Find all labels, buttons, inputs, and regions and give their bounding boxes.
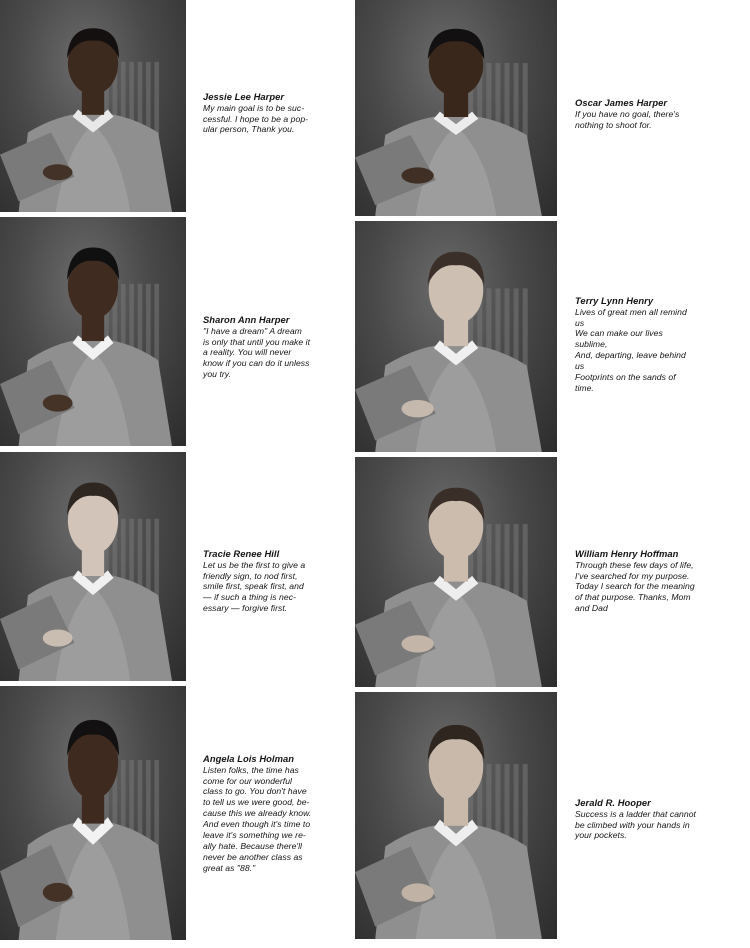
student-quote: Lives of great men all remind us We can make our lives sublime, And, departing, leave behind us Footprints on the sands of time. bbox=[575, 306, 687, 393]
portrait-photo bbox=[0, 686, 186, 940]
student-name: Angela Lois Holman bbox=[203, 753, 295, 764]
hand bbox=[401, 883, 433, 902]
student-quote: Through these few days of life, I've searched for my purpose. Today I search for the meaning of that purpose. Thanks, Mom and Dad bbox=[575, 559, 695, 614]
student-quote: Listen folks, the time has come for our wonderful class to go. You don't have to tell us we were good, be- cause this we already know. And even though it's time to leave it's something we re- ally hate. Because there'll never be another class as great as "88." bbox=[203, 764, 312, 873]
student-caption bbox=[575, 797, 745, 841]
portrait-drawing bbox=[355, 221, 557, 452]
student-caption bbox=[203, 314, 353, 380]
portrait-photo bbox=[355, 692, 557, 939]
hand bbox=[401, 635, 433, 652]
portrait-photo bbox=[355, 0, 557, 216]
student-quote: Let us be the first to give a friendly sign, to nod first, smile first, speak first, and — if such a thing is nec- essary — forgive first. bbox=[203, 559, 306, 614]
student-quote: If you have no goal, there's nothing to shoot for. bbox=[575, 108, 680, 130]
student-quote: My main goal is to be suc- cessful. I hope to be a pop- ular person, Thank you. bbox=[203, 102, 309, 135]
portrait-drawing bbox=[0, 686, 186, 940]
student-caption bbox=[575, 548, 745, 614]
portrait-photo bbox=[0, 0, 186, 212]
portrait-drawing bbox=[355, 0, 557, 216]
hand bbox=[43, 394, 73, 411]
student-quote: "I have a dream" A dream is only that until you make it a reality. You will never know if you can do it unless you try. bbox=[203, 325, 311, 380]
portrait-drawing bbox=[0, 0, 186, 212]
student-name: Terry Lynn Henry bbox=[575, 295, 654, 306]
hand bbox=[43, 883, 73, 902]
student-name: Jerald R. Hooper bbox=[575, 797, 651, 808]
student-caption bbox=[203, 548, 353, 614]
portrait-photo bbox=[0, 217, 186, 446]
portrait-drawing bbox=[0, 217, 186, 446]
student-name: William Henry Hoffman bbox=[575, 548, 679, 559]
student-name: Oscar James Harper bbox=[575, 97, 668, 108]
portrait-drawing bbox=[355, 692, 557, 939]
hand bbox=[43, 629, 73, 646]
portrait-drawing bbox=[0, 452, 186, 681]
student-name: Tracie Renee Hill bbox=[203, 548, 280, 559]
student-caption bbox=[203, 753, 353, 874]
portrait-photo bbox=[355, 221, 557, 452]
student-quote: Success is a ladder that cannot be climbed with your hands in your pockets. bbox=[575, 808, 696, 841]
portrait-drawing bbox=[355, 457, 557, 687]
hand bbox=[43, 164, 73, 180]
student-caption bbox=[203, 91, 353, 135]
hand bbox=[401, 400, 433, 417]
student-caption bbox=[575, 97, 745, 130]
portrait-photo bbox=[355, 457, 557, 687]
student-name: Jessie Lee Harper bbox=[203, 91, 285, 102]
hand bbox=[401, 167, 433, 183]
student-caption bbox=[575, 295, 745, 394]
portrait-photo bbox=[0, 452, 186, 681]
student-name: Sharon Ann Harper bbox=[203, 314, 290, 325]
